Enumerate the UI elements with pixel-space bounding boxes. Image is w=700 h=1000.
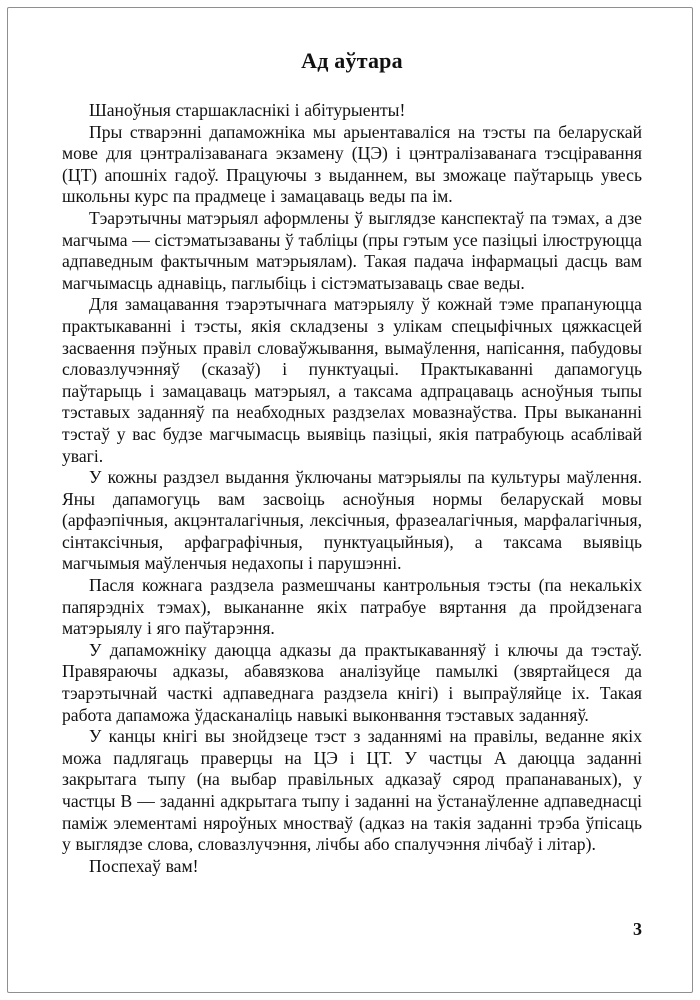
paragraph-culture: У кожны раздзел выдання ўключаны матэрыялы па культуры маўлення. Яны дапамогуць вам засвоіць асноўныя нормы беларускай мовы (арфаэпічныя, акцэнталагічныя, лексічныя, фразеалагічныя, марфалагічныя, сінтаксічныя, арфаграфічныя, пунктуацыйныя), а таксама выявіць магчымыя маўленчыя недахопы і парушэнні. [62, 467, 642, 574]
paragraph-greeting: Шаноўныя старшакласнікі і абітурыенты! [89, 100, 406, 120]
paragraph-final-test: У канцы кнігі вы знойдзеце тэст з заданнямі на правілы, веданне якіх можа падлягаць праверцы на ЦЭ і ЦТ. У частцы А даюцца заданні закрытага тыпу (на выбар правільных адказаў сярод прапанаваных), у частцы В — заданні адкрытага тыпу і заданні на ўстанаўленне адпаведнасці паміж элементамі няроўных мностваў (адказ на такія заданні трэба ўпісаць у выглядзе слова, словазлучэння, лічбы або спалучэння лічбаў і літар). [62, 726, 642, 855]
paragraph-tests: Пасля кожнага раздзела размешчаны кантрольныя тэсты (па некалькіх папярэдніх тэмах), выкананне якіх патрабуе вяртання да пройдзенага матэрыялу і яго паўтарэння. [62, 575, 642, 639]
paragraph-theory: Тэарэтычны матэрыял аформлены ў выглядзе канспектаў па тэмах, а дзе магчыма — сістэматызаваны ў табліцы (пры гэтым усе пазіцыі ілюструюцца адпаведным фактычным матэрыялам). Такая падача інфармацыі дасць вам магчымасць аднавіць, паглыбіць і сістэматызаваць свае веды. [62, 207, 642, 293]
paragraph-intro: Пры стварэнні дапаможніка мы арыентаваліся на тэсты па беларускай мове для цэнтралізаванага экзамену (ЦЭ) і цэнтралізаванага тэсціравання (ЦТ) апошніх гадоў. Працуючы з выданнем, вы зможаце паўтарыць увесь школьны курс па прадмеце і замацаваць веды па ім. [62, 121, 642, 207]
paragraph-answers: У дапаможніку даюцца адказы да практыкаванняў і ключы да тэстаў. Правяраючы адказы, абавязкова аналізуйце памылкі (звяртайцеся да тэарэтычнай часткі адпаведнага раздзела кнігі) і выпраўляйце іх. Такая работа дапаможа ўдасканаліць навыкі выконвання тэставых заданняў. [62, 639, 642, 725]
page-title: Ад аўтара [301, 48, 403, 73]
paragraph-wishes: Поспехаў вам! [89, 855, 199, 876]
page-content [62, 48, 642, 877]
text-body [62, 100, 642, 877]
page-number: 3 [633, 919, 642, 939]
paragraph-exercises: Для замацавання тэарэтычнага матэрыялу ў кожнай тэме прапануюцца практыкаванні і тэсты, якія складзены з улікам спецыфічных цяжкасцей засваення пэўных правіл словаўжывання, вымаўлення, напісання, пабудовы словазлучэнняў (сказаў) і пунктуацыі. Практыкаванні дапамогуць паўтарыць і замацаваць матэрыял, а таксама адпрацаваць асноўныя тыпы тэставых заданняў па неабходных раздзелах мовазнаўства. Пры выкананні тэстаў у вас будзе магчымасць выявіць пазіцыі, якія патрабуюць асаблівай увагі. [62, 294, 642, 466]
